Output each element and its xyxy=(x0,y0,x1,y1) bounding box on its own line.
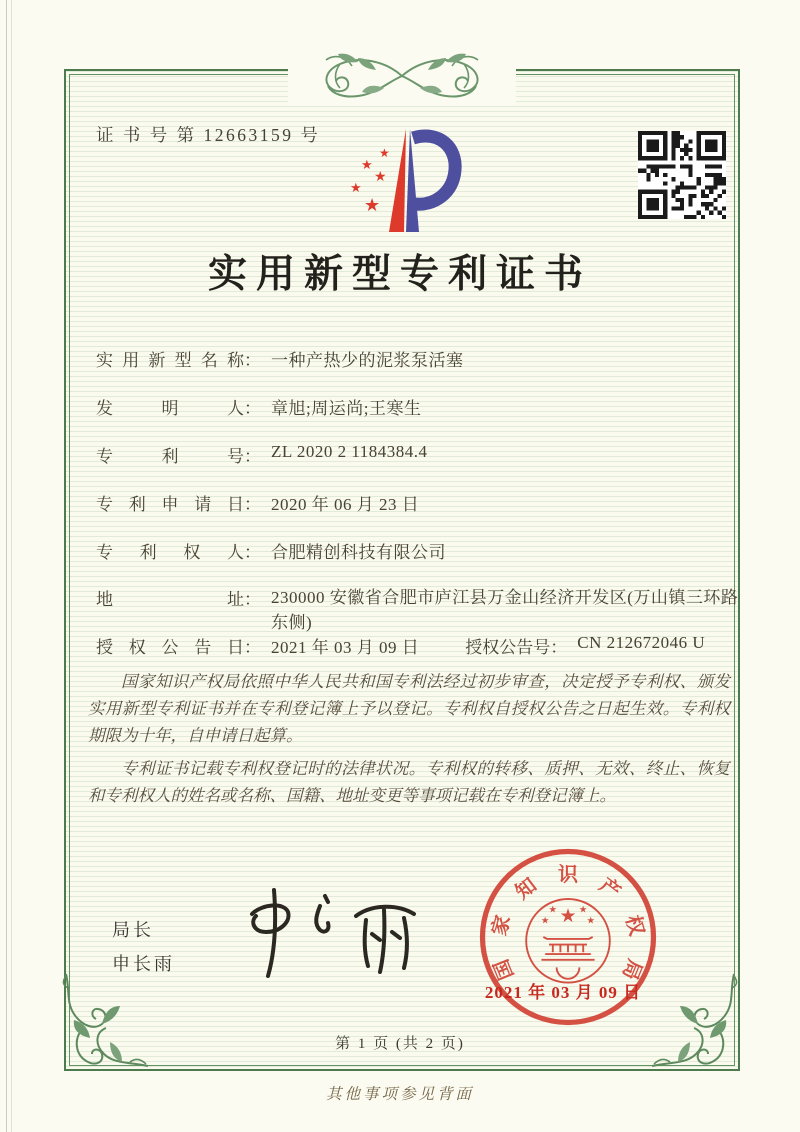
field-label: 地址 xyxy=(96,590,244,609)
field-value-filing-date: 2020 年 06 月 23 日 xyxy=(271,495,420,514)
svg-text:识: 识 xyxy=(558,863,578,886)
field-colon: ： xyxy=(244,447,261,466)
seal-date: 2021 年 03 月 09 日 xyxy=(484,983,642,1002)
field-row-patentee xyxy=(96,538,446,563)
field-row-grant xyxy=(96,633,705,658)
field-value-patent-number: ZL 2020 2 1184384.4 xyxy=(271,442,428,461)
bottom-left-flourish-ornament xyxy=(50,972,150,1072)
field-colon: ： xyxy=(244,543,261,562)
svg-text:产: 产 xyxy=(595,874,625,904)
field-value-address: 230000 安徽省合肥市庐江县万金山经济开发区(万山镇三环路东侧) xyxy=(271,588,739,632)
field-label: 实用新型名称 xyxy=(96,351,244,370)
svg-text:★: ★ xyxy=(559,904,577,927)
field-label-publication-no: 授权公告号： xyxy=(465,638,568,657)
national-emblem-icon xyxy=(526,899,610,983)
director-name: 申长雨 xyxy=(112,954,175,974)
svg-text:★: ★ xyxy=(586,915,596,927)
director-title: 局长 xyxy=(112,920,154,940)
svg-text:国: 国 xyxy=(490,956,519,983)
back-side-note: 其他事项参见背面 xyxy=(325,1086,474,1103)
svg-text:家: 家 xyxy=(488,912,515,939)
bottom-right-flourish-ornament xyxy=(650,972,750,1072)
logo-star-icon: ★ xyxy=(364,195,381,216)
field-value-patentee: 合肥精创科技有限公司 xyxy=(271,543,446,562)
svg-text:★: ★ xyxy=(578,904,588,916)
svg-text:权: 权 xyxy=(621,912,648,939)
logo-star-icon: ★ xyxy=(379,146,390,160)
field-value-grant-date: 2021 年 03 月 09 日 xyxy=(271,638,420,657)
legal-paragraph-grant: 国家知识产权局依照中华人民共和国专利法经过初步审查，决定授予专利权、颁发实用新型专利证书并在专利登记簿上予以登记。专利权自授权公告之日起生效。专利权期限为十年，自申请日起算。 xyxy=(88,672,730,745)
page-number: 第 1 页 (共 2 页) xyxy=(335,1036,465,1052)
legal-text-block xyxy=(88,668,730,815)
field-label: 发明人 xyxy=(96,399,244,418)
logo-star-icon: ★ xyxy=(374,169,387,185)
svg-text:★: ★ xyxy=(548,904,558,916)
field-label: 专利申请日 xyxy=(96,495,244,514)
svg-text:局: 局 xyxy=(617,956,646,983)
director-signature xyxy=(222,876,432,986)
scanned-page-edge xyxy=(6,0,12,1132)
field-colon: ： xyxy=(244,638,261,657)
top-center-flourish-ornament xyxy=(288,42,516,106)
field-colon: ： xyxy=(244,351,261,370)
svg-text:知: 知 xyxy=(511,874,541,904)
field-label: 授权公告日 xyxy=(96,638,244,657)
field-label: 专利权人 xyxy=(96,543,244,562)
field-colon: ： xyxy=(244,590,261,609)
field-row-inventors xyxy=(96,394,421,419)
qr-code xyxy=(638,131,726,219)
field-value-inventors: 章旭;周运尚;王寒生 xyxy=(271,399,422,418)
cnipa-logo-icon xyxy=(335,112,465,236)
field-row-name xyxy=(96,346,464,371)
field-row-patent-no xyxy=(96,442,428,467)
certificate-number: 证 书 号 第 12663159 号 xyxy=(96,125,321,145)
field-value-invention-name: 一种产热少的泥浆泵活塞 xyxy=(271,351,464,370)
legal-paragraph-register: 专利证书记载专利权登记时的法律状况。专利权的转移、质押、无效、终止、恢复和专利权人的姓名或名称、国籍、地址变更等事项记载在专利登记簿上。 xyxy=(88,759,730,805)
certificate-title: 实用新型专利证书 xyxy=(207,253,592,296)
field-value-publication-no: CN 212672046 U xyxy=(577,633,706,652)
field-colon: ： xyxy=(244,495,261,514)
field-label: 专利号 xyxy=(96,447,244,466)
field-row-address xyxy=(96,585,741,635)
svg-text:★: ★ xyxy=(540,915,550,927)
field-row-filing-date xyxy=(96,490,419,515)
official-seal xyxy=(473,842,663,1032)
field-colon: ： xyxy=(244,399,261,418)
logo-star-icon: ★ xyxy=(361,158,373,173)
logo-star-icon: ★ xyxy=(350,181,362,196)
